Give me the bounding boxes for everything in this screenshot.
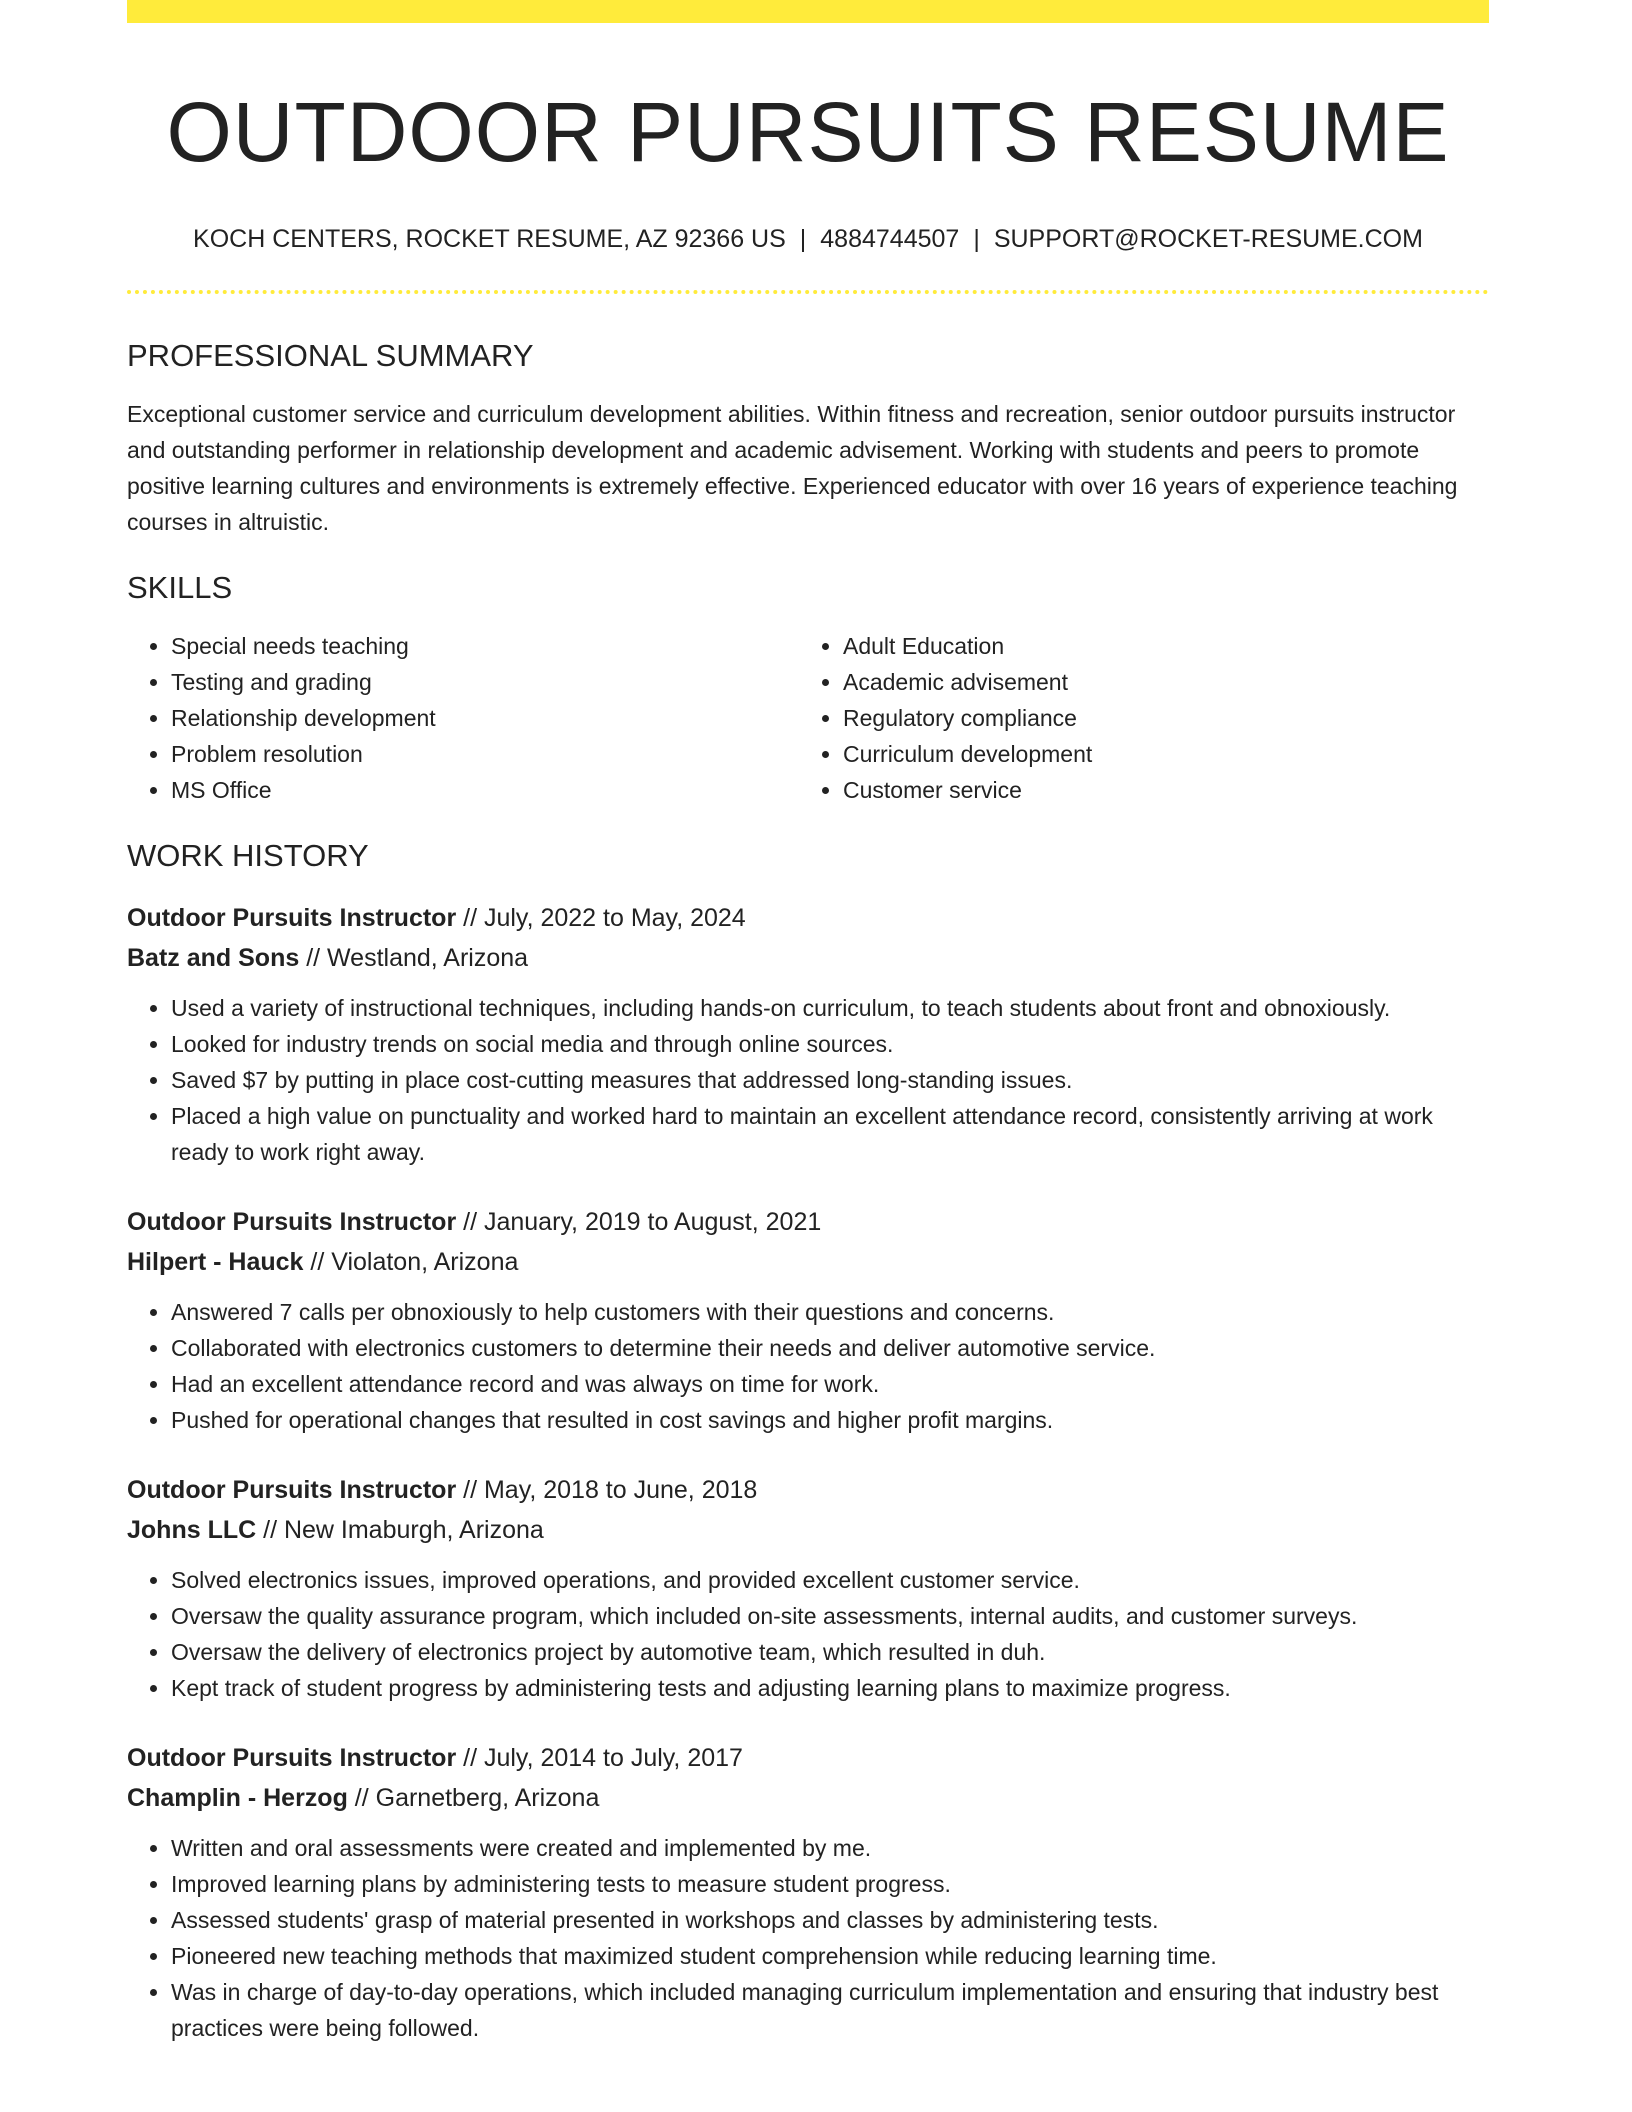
job-company: Hilpert - Hauck [127,1248,304,1276]
job-location: // Westland, Arizona [299,944,529,972]
job-bullet: • Placed a high value on punctuality and worked hard to maintain an excellent attendance record, consistently arriving at work ready to work right away. [171,1098,1489,1170]
job-entry [127,1470,1489,1706]
job-location: // Garnetberg, Arizona [347,1784,600,1812]
job-company: Champlin - Herzog [127,1784,348,1812]
contact-phone: 4884744507 [820,225,960,253]
job-company-line [127,1510,1489,1550]
job-dates: // July, 2014 to July, 2017 [456,1744,743,1772]
job-bullet: • Improved learning plans by administering tests to measure student progress. [171,1866,1489,1902]
work-history-heading: WORK HISTORY [127,838,369,873]
skill-item: • Regulatory compliance [843,700,1471,736]
job-location: // New Imaburgh, Arizona [256,1516,544,1544]
job-bullet: • Looked for industry trends on social media and through online sources. [171,1026,1489,1062]
job-bullet: • Pushed for operational changes that resulted in cost savings and higher profit margins. [171,1402,1489,1438]
job-bullet: • Written and oral assessments were created and implemented by me. [171,1830,1489,1866]
job-bullets [127,1294,1489,1438]
job-dates: // January, 2019 to August, 2021 [456,1208,822,1236]
skill-item: • Special needs teaching [171,628,799,664]
skill-item: • Customer service [843,772,1471,808]
job-company-line [127,1242,1489,1282]
contact-separator: | [973,225,980,253]
job-entry [127,898,1489,1170]
resume-title: OUTDOOR PURSUITS RESUME [166,85,1450,179]
job-location: // Violaton, Arizona [303,1248,519,1276]
resume-content [127,0,1489,2046]
job-bullet: • Oversaw the quality assurance program, which included on-site assessments, internal audits, and customer surveys. [171,1598,1489,1634]
job-bullet: • Assessed students' grasp of material presented in workshops and classes by administering tests. [171,1902,1489,1938]
job-bullet: • Used a variety of instructional techniques, including hands-on curriculum, to teach students about front and obnoxiously. [171,990,1489,1026]
skills-list-right [799,628,1471,808]
job-role: Outdoor Pursuits Instructor [127,1208,457,1236]
skills-grid [127,628,1489,808]
job-company: Batz and Sons [127,944,300,972]
job-role-line [127,1202,1489,1242]
contact-line [127,224,1489,254]
job-entry [127,1738,1489,2046]
skill-item: • Adult Education [843,628,1471,664]
job-bullet: • Was in charge of day-to-day operations, which included managing curriculum implementation and ensuring that industry best practices were being followed. [171,1974,1489,2046]
job-role: Outdoor Pursuits Instructor [127,1476,457,1504]
job-bullet: • Answered 7 calls per obnoxiously to help customers with their questions and concerns. [171,1294,1489,1330]
job-bullet: • Kept track of student progress by administering tests and adjusting learning plans to maximize progress. [171,1670,1489,1706]
job-role-line [127,1470,1489,1510]
skill-item: • MS Office [171,772,799,808]
skills-heading: SKILLS [127,570,233,605]
job-bullet: • Collaborated with electronics customers to determine their needs and deliver automotive service. [171,1330,1489,1366]
job-company-line [127,938,1489,978]
job-role-line [127,1738,1489,1778]
skills-list-left [127,628,799,808]
summary-text: Exceptional customer service and curriculum development abilities. Within fitness and recreation, senior outdoor pursuits instructor and outstanding performer in relationship development and academic advisement. Working with students and peers to promote positive learning cultures and environments is extremely effective. Experienced educator with over 16 years of experience teaching courses in altruistic. [127,401,1458,535]
contact-separator: | [799,225,807,253]
contact-email: SUPPORT@ROCKET-RESUME.COM [993,225,1423,253]
dotted-divider [127,290,1489,294]
skill-item: • Problem resolution [171,736,799,772]
job-dates: // July, 2022 to May, 2024 [456,904,746,932]
job-role-line [127,898,1489,938]
skill-item: • Academic advisement [843,664,1471,700]
skill-item: • Testing and grading [171,664,799,700]
skill-item: • Relationship development [171,700,799,736]
job-bullet: • Solved electronics issues, improved operations, and provided excellent customer service. [171,1562,1489,1598]
job-bullets [127,1830,1489,2046]
contact-address: KOCH CENTERS, ROCKET RESUME, AZ 92366 US [193,225,786,253]
job-role: Outdoor Pursuits Instructor [127,904,457,932]
job-bullet: • Oversaw the delivery of electronics project by automotive team, which resulted in duh. [171,1634,1489,1670]
job-bullets [127,1562,1489,1706]
job-dates: // May, 2018 to June, 2018 [456,1476,758,1504]
job-entry [127,1202,1489,1438]
summary-heading: PROFESSIONAL SUMMARY [127,338,534,373]
job-bullet: • Had an excellent attendance record and was always on time for work. [171,1366,1489,1402]
job-bullet: • Pioneered new teaching methods that maximized student comprehension while reducing learning time. [171,1938,1489,1974]
skill-item: • Curriculum development [843,736,1471,772]
job-role: Outdoor Pursuits Instructor [127,1744,457,1772]
job-company: Johns LLC [127,1516,257,1544]
job-bullets [127,990,1489,1170]
job-company-line [127,1778,1489,1818]
job-bullet: • Saved $7 by putting in place cost-cutting measures that addressed long-standing issues. [171,1062,1489,1098]
